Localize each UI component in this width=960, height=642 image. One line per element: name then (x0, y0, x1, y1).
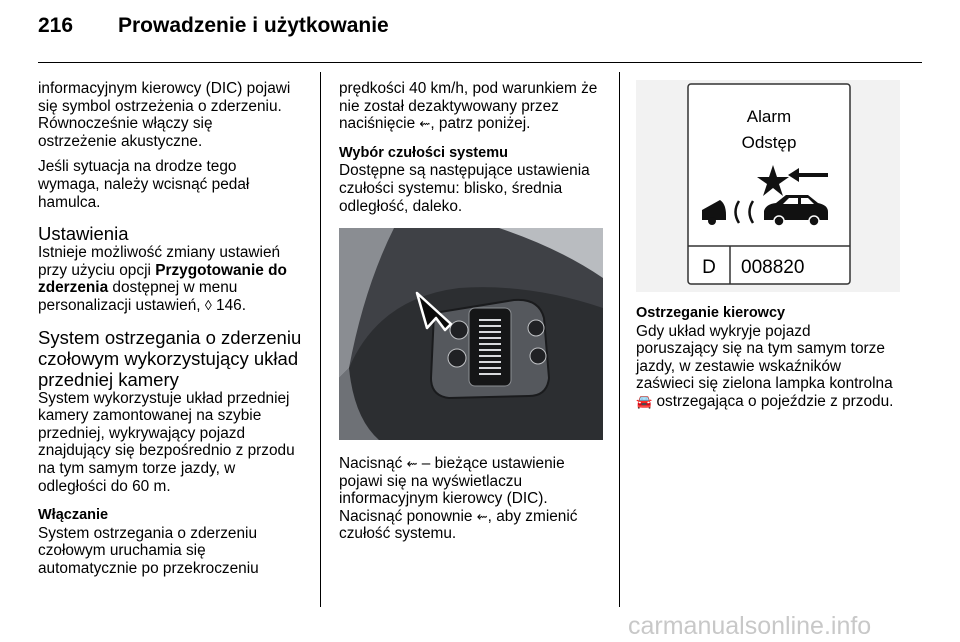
page-number: 216 (38, 14, 74, 37)
display-gear-indicator: D (702, 257, 716, 278)
heading-driver-warning: Ostrzeganie kierowcy (636, 305, 786, 321)
gap-button-symbol-icon: ⇜ (419, 116, 431, 132)
steering-wheel-illustration (339, 228, 603, 440)
header-rule (38, 62, 922, 63)
heading-switching-on: Włączanie (38, 507, 109, 524)
paragraph-activation-speed: prędkości 40 km/h, pod warunkiem że nie został dezaktywowany przez naciśnięcie ⇜, patrz poniżej. (339, 80, 598, 133)
heading-front-collision-system: System ostrzegania o zderzeniu czołowym wykorzystujący układ przedniej kamery (38, 326, 302, 390)
page-header (38, 14, 389, 38)
gap-button-symbol-icon: ⇜ (476, 508, 488, 524)
column-3 (636, 305, 926, 419)
page-title: Prowadzenie i użytkowanie (118, 14, 389, 37)
heading-sensitivity: Wybór czułości systemu (339, 144, 508, 161)
paragraph-warning-symbol: informacyjnym kierowcy (DIC) pojawi się symbol ostrzeżenia o zderzeniu. Równocześnie włączy się ostrzeżenie akustyczne. (38, 80, 291, 150)
watermark: carmanualsonline.info (628, 612, 872, 640)
column-divider-1 (320, 72, 321, 607)
paragraph-brake: Jeśli sytuacja na drodze tego wymaga, należy wcisnąć pedał hamulca. (38, 158, 250, 211)
heading-settings: Ustawienia (38, 223, 129, 245)
paragraph-driver-warning: Gdy układ wykryje pojazd poruszający się na tym samym torze jazdy, w zestawie wskaźników zaświeci się zielona lampka kontrolna 🚘 ostrzegająca o pojeździe z przodu. (636, 322, 894, 410)
dic-display-illustration (636, 80, 900, 292)
display-alarm-text: Alarm (746, 107, 792, 126)
paragraph-sensitivity: Dostępne są następujące ustawienia czułości systemu: blisko, średnia odległość, daleko. (339, 162, 590, 215)
gap-button-symbol-icon: ⇜ (406, 456, 418, 471)
paragraph-press-button: Nacisnąć ⇜ – bieżące ustawienie pojawi się na wyświetlaczu informacyjnym kierowcy (DIC). Nacisnąć ponownie ⇜, aby zmienić czułość systemu. (339, 455, 578, 543)
column-2-lower (339, 455, 614, 551)
vehicle-ahead-indicator-icon: 🚘 (636, 393, 653, 409)
column-divider-2 (619, 72, 620, 607)
paragraph-switching-on: System ostrzegania o zderzeniu czołowym uruchamia się automatycznie po przekroczeniu (38, 524, 259, 577)
paragraph-system-description: System wykorzystuje układ przedniej kamery zamontowanej na szybie przedniej, wykrywający pojazd znajdujący się bezpośrednio z przodu na tym samym torze jazdy, w odległości do 60 m. (38, 389, 295, 495)
paragraph-settings: Istnieje możliwość zmiany ustawień przy użyciu opcji Przygotowanie do zderzenia dostępnej w menu personalizacji ustawień, ◊ 146. (38, 244, 287, 314)
display-odometer: 008820 (741, 257, 805, 278)
menu-option-name: Przygotowanie do (155, 261, 287, 279)
page-reference-icon: ◊ (204, 296, 212, 313)
column-2 (339, 80, 614, 223)
display-gap-text: Odstęp (741, 133, 797, 152)
page-reference: 146. (211, 296, 246, 314)
column-1 (38, 80, 313, 585)
